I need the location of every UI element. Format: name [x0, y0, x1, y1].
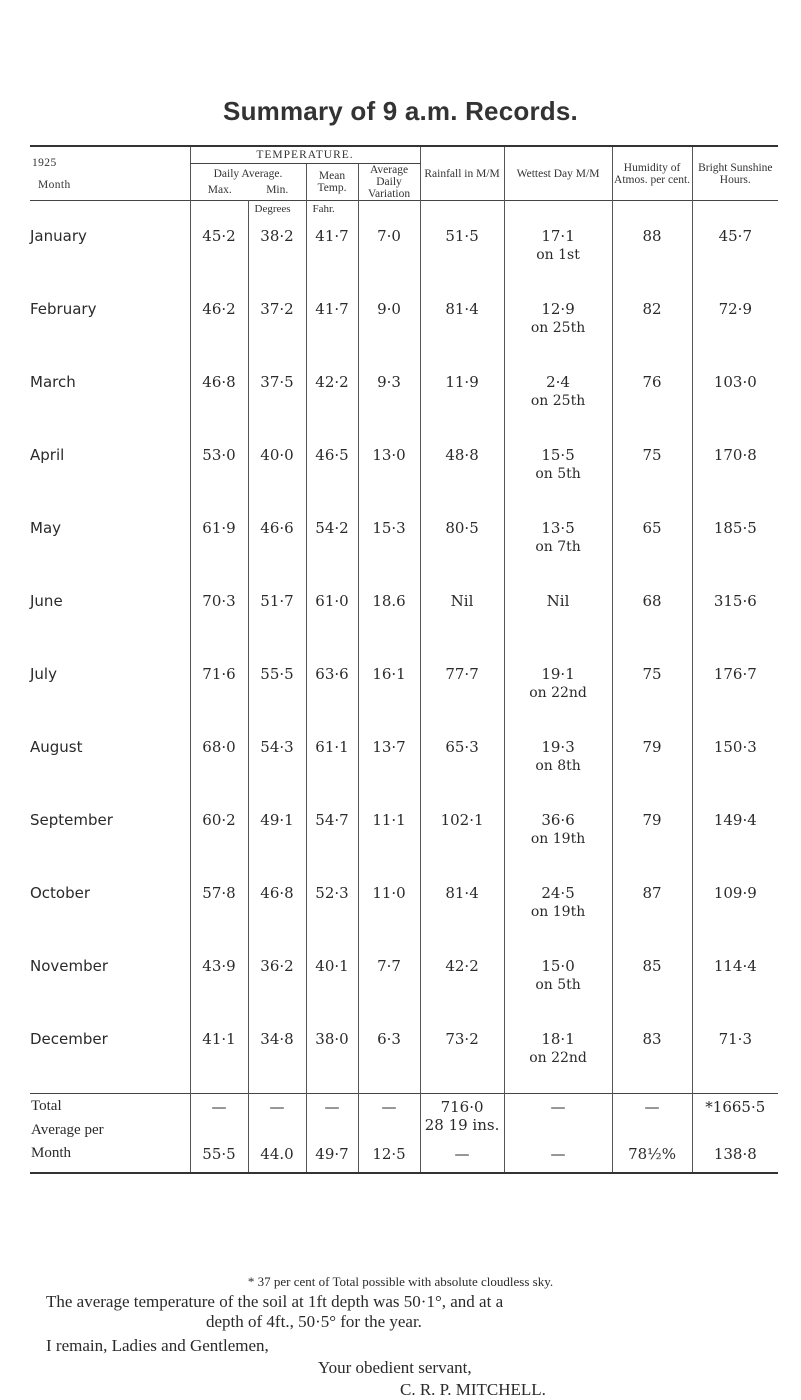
- cell-wettest: [504, 874, 612, 947]
- table-row: [30, 728, 778, 801]
- humidity-value: 88: [642, 227, 662, 245]
- wettest-day-header: Wettest Day M/M: [504, 146, 612, 201]
- cell-variation: [358, 509, 420, 582]
- wettest-value: 13·5: [541, 519, 575, 537]
- max-value: 68·0: [202, 738, 236, 756]
- cell-rainfall: [420, 217, 504, 290]
- table-row: [30, 801, 778, 874]
- variation-value: 9·3: [377, 373, 401, 391]
- cell-wettest: [504, 801, 612, 874]
- rainfall-total-value: 716·0: [440, 1098, 484, 1116]
- temperature-header: TEMPERATURE.: [190, 146, 420, 164]
- wettest-date: on 1st: [536, 247, 580, 263]
- cell-variation: [358, 217, 420, 290]
- cell-sunshine: [692, 947, 778, 1020]
- avg-min: 44.0: [248, 1143, 306, 1173]
- mean-value: 61·1: [315, 738, 349, 756]
- avg-sunshine: 138·8: [692, 1143, 778, 1173]
- month-value: February: [30, 300, 97, 318]
- max-value: 46·2: [202, 300, 236, 318]
- variation-value: 9·0: [377, 300, 401, 318]
- daily-average-header: [190, 164, 306, 201]
- cell-max: [190, 436, 248, 509]
- table-row: [30, 290, 778, 363]
- max-value: 57·8: [202, 884, 236, 902]
- min-value: 54·3: [260, 738, 294, 756]
- variation-header: Average Daily Variation: [358, 164, 420, 201]
- month-label: Month: [38, 178, 71, 191]
- cell-min: [248, 655, 306, 728]
- min-value: 36·2: [260, 957, 294, 975]
- humidity-value: 65: [642, 519, 662, 537]
- variation-value: 18.6: [372, 592, 406, 610]
- rainfall-value: 73·2: [445, 1030, 479, 1048]
- min-header: Min.: [266, 184, 289, 196]
- rainfall-value: 65·3: [445, 738, 479, 756]
- wettest-date: on 25th: [530, 320, 586, 336]
- year-label: 1925: [32, 156, 57, 169]
- cell-max: [190, 874, 248, 947]
- table-row: [30, 582, 778, 655]
- max-value: 70·3: [202, 592, 236, 610]
- cell-sunshine: [692, 363, 778, 436]
- humidity-value: 79: [642, 738, 662, 756]
- rainfall-value: Nil: [450, 592, 474, 610]
- wettest-date: on 5th: [535, 466, 581, 482]
- sunshine-value: 109·9: [713, 884, 757, 902]
- month-value: July: [30, 665, 57, 683]
- cell-month: [30, 290, 190, 363]
- cell-mean: [306, 1020, 358, 1094]
- cell-variation: [358, 436, 420, 509]
- cell-sunshine: [692, 217, 778, 290]
- cell-max: [190, 582, 248, 655]
- variation-value: 7·7: [377, 957, 401, 975]
- wettest-date: on 19th: [530, 904, 586, 920]
- cell-max: [190, 509, 248, 582]
- sunshine-value: 114·4: [713, 957, 757, 975]
- paragraph-line-1: The average temperature of the soil at 1ft depth was 50·1°, and at a: [46, 1292, 504, 1311]
- min-value: 55·5: [260, 665, 294, 683]
- table-row: [30, 509, 778, 582]
- cell-min: [248, 728, 306, 801]
- cell-variation: [358, 874, 420, 947]
- month-value: April: [30, 446, 65, 464]
- cell-min: [248, 436, 306, 509]
- wettest-value: 15·0: [541, 957, 575, 975]
- cell-wettest: [504, 436, 612, 509]
- wettest-value: 19·1: [541, 665, 575, 683]
- humidity-value: 75: [642, 446, 662, 464]
- cell-max: [190, 728, 248, 801]
- degrees-unit: Degrees: [248, 201, 306, 218]
- cell-mean: [306, 290, 358, 363]
- month-value: June: [30, 592, 63, 610]
- cell-wettest: [504, 655, 612, 728]
- cell-rainfall: [420, 1020, 504, 1094]
- max-value: 60·2: [202, 811, 236, 829]
- cell-min: [248, 217, 306, 290]
- mean-value: 42·2: [315, 373, 349, 391]
- mean-value: 61·0: [315, 592, 349, 610]
- mean-value: 54·2: [315, 519, 349, 537]
- total-rainfall: [420, 1094, 504, 1144]
- cell-sunshine: [692, 509, 778, 582]
- cell-humidity: [612, 1020, 692, 1094]
- cell-variation: [358, 655, 420, 728]
- variation-value: 15·3: [372, 519, 406, 537]
- cell-max: [190, 947, 248, 1020]
- cell-humidity: [612, 509, 692, 582]
- cell-variation: [358, 801, 420, 874]
- table-row: [30, 217, 778, 290]
- total-max: —: [190, 1094, 248, 1122]
- cell-rainfall: [420, 874, 504, 947]
- cell-min: [248, 363, 306, 436]
- table-row: [30, 655, 778, 728]
- sunshine-header: Bright Sunshine Hours.: [692, 146, 778, 201]
- total-variation: —: [358, 1094, 420, 1122]
- min-value: 34·8: [260, 1030, 294, 1048]
- rainfall-value: 77·7: [445, 665, 479, 683]
- cell-min: [248, 290, 306, 363]
- rainfall-value: 81·4: [445, 884, 479, 902]
- table-row: [30, 363, 778, 436]
- humidity-value: 83: [642, 1030, 662, 1048]
- table-row: [30, 874, 778, 947]
- cell-rainfall: [420, 728, 504, 801]
- average-label: Average per: [31, 1122, 104, 1138]
- cell-wettest: [504, 217, 612, 290]
- total-humidity: —: [612, 1094, 692, 1122]
- rainfall-value: 42·2: [445, 957, 479, 975]
- mean-temp-header: Mean Temp.: [306, 164, 358, 201]
- cell-mean: [306, 582, 358, 655]
- cell-sunshine: [692, 1020, 778, 1094]
- mean-value: 46·5: [315, 446, 349, 464]
- wettest-date: on 22nd: [529, 1050, 587, 1066]
- min-value: 49·1: [260, 811, 294, 829]
- wettest-date: on 22nd: [529, 685, 587, 701]
- mean-value: 52·3: [315, 884, 349, 902]
- min-value: 37·5: [260, 373, 294, 391]
- page-title: Summary of 9 a.m. Records.: [223, 96, 578, 126]
- daily-average-label: Daily Average.: [213, 168, 283, 180]
- cell-wettest: [504, 290, 612, 363]
- rainfall-header: Rainfall in M/M: [420, 146, 504, 201]
- cell-wettest: [504, 947, 612, 1020]
- cell-sunshine: [692, 290, 778, 363]
- cell-max: [190, 801, 248, 874]
- mean-value: 63·6: [315, 665, 349, 683]
- mean-value: 54·7: [315, 811, 349, 829]
- sunshine-value: 103·0: [713, 373, 757, 391]
- cell-min: [248, 509, 306, 582]
- cell-sunshine: [692, 874, 778, 947]
- cell-month: [30, 655, 190, 728]
- wettest-date: on 25th: [530, 393, 586, 409]
- max-value: 41·1: [202, 1030, 236, 1048]
- humidity-value: 85: [642, 957, 662, 975]
- month-value: January: [30, 227, 87, 245]
- cell-rainfall: [420, 947, 504, 1020]
- cell-min: [248, 874, 306, 947]
- wettest-value: 15·5: [541, 446, 575, 464]
- month-value: August: [30, 738, 83, 756]
- month-label-avg: Month: [30, 1143, 190, 1173]
- avg-variation: 12·5: [358, 1143, 420, 1173]
- min-value: 40·0: [260, 446, 294, 464]
- cell-min: [248, 1020, 306, 1094]
- cell-rainfall: [420, 363, 504, 436]
- cell-wettest: [504, 1020, 612, 1094]
- wettest-value: 12·9: [541, 300, 575, 318]
- cell-mean: [306, 655, 358, 728]
- cell-humidity: [612, 363, 692, 436]
- soil-temperature-paragraph: [46, 1292, 766, 1332]
- sunshine-value: 170·8: [713, 446, 757, 464]
- cell-sunshine: [692, 582, 778, 655]
- max-value: 53·0: [202, 446, 236, 464]
- max-value: 71·6: [202, 665, 236, 683]
- cell-humidity: [612, 655, 692, 728]
- avg-humidity: 78½%: [612, 1143, 692, 1173]
- avg-mean: 49·7: [306, 1143, 358, 1173]
- wettest-value: 19·3: [541, 738, 575, 756]
- mean-value: 41·7: [315, 227, 349, 245]
- humidity-header: Humidity of Atmos. per cent.: [612, 146, 692, 201]
- footnote: * 37 per cent of Total possible with absolute cloudless sky.: [247, 1274, 554, 1289]
- month-value: November: [30, 957, 109, 975]
- table-row: [30, 947, 778, 1020]
- cell-month: [30, 509, 190, 582]
- wettest-date: on 7th: [535, 539, 581, 555]
- cell-variation: [358, 947, 420, 1020]
- records-table: [30, 145, 778, 1174]
- rainfall-value: 102·1: [440, 811, 484, 829]
- mean-value: 38·0: [315, 1030, 349, 1048]
- month-value: December: [30, 1030, 108, 1048]
- cell-rainfall: [420, 436, 504, 509]
- cell-rainfall: [420, 509, 504, 582]
- variation-value: 13·0: [372, 446, 406, 464]
- cell-humidity: [612, 801, 692, 874]
- variation-value: 13·7: [372, 738, 406, 756]
- wettest-value: 18·1: [541, 1030, 575, 1048]
- cell-humidity: [612, 947, 692, 1020]
- cell-mean: [306, 509, 358, 582]
- signature: C. R. P. MITCHELL.: [400, 1380, 546, 1399]
- cell-mean: [306, 874, 358, 947]
- month-value: October: [30, 884, 91, 902]
- rainfall-inches: 28 19 ins.: [424, 1116, 500, 1134]
- cell-variation: [358, 728, 420, 801]
- humidity-value: 68: [642, 592, 662, 610]
- cell-sunshine: [692, 801, 778, 874]
- cell-month: [30, 217, 190, 290]
- cell-sunshine: [692, 436, 778, 509]
- cell-min: [248, 947, 306, 1020]
- cell-min: [248, 801, 306, 874]
- mean-value: 40·1: [315, 957, 349, 975]
- table-row: [30, 436, 778, 509]
- humidity-value: 82: [642, 300, 662, 318]
- humidity-value: 79: [642, 811, 662, 829]
- cell-humidity: [612, 874, 692, 947]
- humidity-value: 87: [642, 884, 662, 902]
- cell-mean: [306, 947, 358, 1020]
- cell-min: [248, 582, 306, 655]
- sunshine-value: 315·6: [713, 592, 757, 610]
- cell-humidity: [612, 290, 692, 363]
- variation-value: 11·1: [372, 811, 406, 829]
- month-value: September: [30, 811, 113, 829]
- min-value: 37·2: [260, 300, 294, 318]
- sunshine-value: 150·3: [713, 738, 757, 756]
- paragraph-line-2: depth of 4ft., 50·5° for the year.: [206, 1312, 422, 1331]
- sunshine-value: 176·7: [713, 665, 757, 683]
- month-value: March: [30, 373, 76, 391]
- rainfall-value: 80·5: [445, 519, 479, 537]
- variation-value: 6·3: [377, 1030, 401, 1048]
- cell-max: [190, 290, 248, 363]
- cell-sunshine: [692, 655, 778, 728]
- total-sunshine: *1665·5: [692, 1094, 778, 1122]
- variation-value: 16·1: [372, 665, 406, 683]
- cell-rainfall: [420, 655, 504, 728]
- cell-variation: [358, 363, 420, 436]
- cell-wettest: [504, 728, 612, 801]
- max-value: 61·9: [202, 519, 236, 537]
- wettest-date: on 5th: [535, 977, 581, 993]
- avg-rainfall: —: [420, 1143, 504, 1173]
- cell-max: [190, 655, 248, 728]
- cell-sunshine: [692, 728, 778, 801]
- mean-value: 41·7: [315, 300, 349, 318]
- cell-humidity: [612, 582, 692, 655]
- cell-rainfall: [420, 290, 504, 363]
- cell-wettest: [504, 363, 612, 436]
- cell-humidity: [612, 436, 692, 509]
- sunshine-value: 45·7: [718, 227, 752, 245]
- wettest-date: on 8th: [535, 758, 581, 774]
- cell-variation: [358, 1020, 420, 1094]
- cell-humidity: [612, 728, 692, 801]
- cell-wettest: [504, 582, 612, 655]
- min-value: 46·8: [260, 884, 294, 902]
- wettest-value: 36·6: [541, 811, 575, 829]
- cell-wettest: [504, 509, 612, 582]
- humidity-value: 75: [642, 665, 662, 683]
- max-value: 43·9: [202, 957, 236, 975]
- cell-month: [30, 874, 190, 947]
- month-value: May: [30, 519, 62, 537]
- cell-max: [190, 363, 248, 436]
- cell-rainfall: [420, 801, 504, 874]
- total-label: Total: [30, 1094, 190, 1122]
- cell-month: [30, 728, 190, 801]
- cell-mean: [306, 436, 358, 509]
- fahr-unit: Fahr.: [306, 201, 358, 218]
- wettest-value: 2·4: [546, 373, 570, 391]
- avg-max: 55·5: [190, 1143, 248, 1173]
- cell-month: [30, 363, 190, 436]
- rainfall-value: 81·4: [445, 300, 479, 318]
- wettest-value: 17·1: [541, 227, 575, 245]
- table-row: [30, 1020, 778, 1094]
- cell-month: [30, 436, 190, 509]
- cell-mean: [306, 363, 358, 436]
- cell-variation: [358, 290, 420, 363]
- closing-line: I remain, Ladies and Gentlemen,: [46, 1336, 269, 1355]
- cell-month: [30, 801, 190, 874]
- variation-value: 11·0: [372, 884, 406, 902]
- avg-wettest: —: [504, 1143, 612, 1173]
- min-value: 51·7: [260, 592, 294, 610]
- rainfall-value: 48·8: [445, 446, 479, 464]
- wettest-value: Nil: [546, 592, 570, 610]
- sunshine-value: 72·9: [718, 300, 752, 318]
- rainfall-value: 51·5: [445, 227, 479, 245]
- cell-mean: [306, 728, 358, 801]
- max-header: Max.: [207, 184, 232, 196]
- cell-humidity: [612, 217, 692, 290]
- rainfall-value: 11·9: [445, 373, 479, 391]
- cell-mean: [306, 801, 358, 874]
- cell-mean: [306, 217, 358, 290]
- cell-max: [190, 1020, 248, 1094]
- total-mean: —: [306, 1094, 358, 1122]
- sunshine-value: 71·3: [718, 1030, 752, 1048]
- max-value: 45·2: [202, 227, 236, 245]
- variation-value: 7·0: [377, 227, 401, 245]
- sunshine-value: 185·5: [713, 519, 757, 537]
- wettest-date: on 19th: [530, 831, 586, 847]
- cell-month: [30, 582, 190, 655]
- total-min: —: [248, 1094, 306, 1122]
- total-wettest: —: [504, 1094, 612, 1122]
- humidity-value: 76: [642, 373, 662, 391]
- cell-month: [30, 1020, 190, 1094]
- cell-max: [190, 217, 248, 290]
- min-value: 38·2: [260, 227, 294, 245]
- cell-rainfall: [420, 582, 504, 655]
- closing-line-2: Your obedient servant,: [318, 1358, 472, 1377]
- min-value: 46·6: [260, 519, 294, 537]
- sunshine-value: 149·4: [713, 811, 757, 829]
- max-value: 46·8: [202, 373, 236, 391]
- month-header: [30, 146, 190, 201]
- wettest-value: 24·5: [541, 884, 575, 902]
- cell-month: [30, 947, 190, 1020]
- cell-variation: [358, 582, 420, 655]
